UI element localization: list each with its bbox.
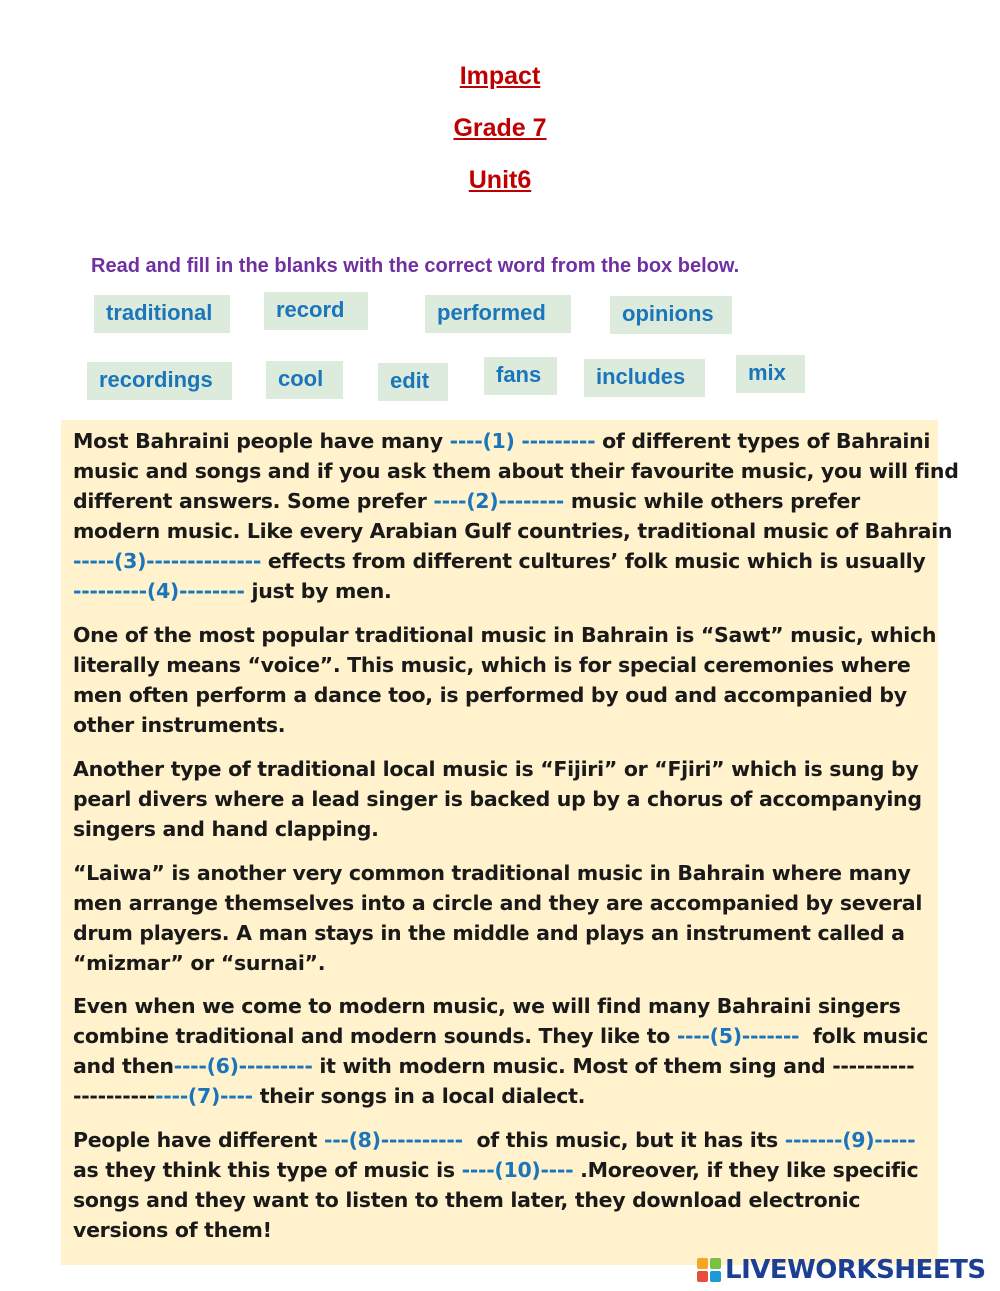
text-line: songs and they want to listen to them later, they download electronic <box>73 1188 861 1212</box>
text-line: and then----(6)--------- it with modern music. Most of them sing and ---------- <box>73 1054 915 1078</box>
text-line: modern music. Like every Arabian Gulf countries, traditional music of Bahrain <box>73 519 953 543</box>
word-chip-includes[interactable]: includes <box>584 359 705 397</box>
paragraph-1 <box>73 426 959 606</box>
text-line: literally means “voice”. This music, which is for special ceremonies where <box>73 653 911 677</box>
text-line: Even when we come to modern music, we will find many Bahraini singers <box>73 994 901 1018</box>
unit-label: Unit6 <box>468 166 532 194</box>
word-chip-mix[interactable]: mix <box>736 355 805 393</box>
word-chip-edit[interactable]: edit <box>378 363 448 401</box>
text-line: ---------(4)-------- just by men. <box>73 579 392 603</box>
logo-text: LIVEWORKSHEETS <box>725 1255 986 1285</box>
blank-4[interactable]: ---------(4)-------- <box>73 579 245 603</box>
word-chip-traditional[interactable]: traditional <box>94 295 230 333</box>
text-line: men arrange themselves into a circle and they are accompanied by several <box>73 891 923 915</box>
word-chip-performed[interactable]: performed <box>425 295 571 333</box>
blank-1[interactable]: ----(1) --------- <box>449 429 596 453</box>
word-chip-cool[interactable]: cool <box>266 361 343 399</box>
text-line: People have different ---(8)---------- of this music, but it has its -------(9)----- <box>73 1128 916 1152</box>
word-chip-recordings[interactable]: recordings <box>87 362 232 400</box>
blank-9[interactable]: -------(9)----- <box>784 1128 916 1152</box>
text-line: Most Bahraini people have many ----(1) --------- of different types of Bahraini <box>73 429 931 453</box>
word-chip-record[interactable]: record <box>264 292 368 330</box>
blank-8[interactable]: ---(8)---------- <box>323 1128 463 1152</box>
blank-3[interactable]: -----(3)-------------- <box>73 549 262 573</box>
paragraph-3 <box>73 754 938 844</box>
text-line: versions of them! <box>73 1218 272 1242</box>
doc-title: Impact <box>459 62 541 90</box>
text-line: --------------(7)---- their songs in a local dialect. <box>73 1084 586 1108</box>
blank-5[interactable]: ----(5)------- <box>676 1024 800 1048</box>
text-line: other instruments. <box>73 713 286 737</box>
instruction-text: Read and fill in the blanks with the correct word from the box below. <box>91 255 740 277</box>
word-chip-fans[interactable]: fans <box>484 357 557 395</box>
blank-6[interactable]: ----(6)--------- <box>173 1054 313 1078</box>
text-line: drum players. A man stays in the middle and plays an instrument called a <box>73 921 905 945</box>
paragraph-6 <box>73 1125 938 1245</box>
text-line: singers and hand clapping. <box>73 817 379 841</box>
paragraph-2 <box>73 620 938 740</box>
text-line: -----(3)-------------- effects from different cultures’ folk music which is usually <box>73 549 926 573</box>
text-line: “mizmar” or “surnai”. <box>73 951 326 975</box>
blank-7[interactable]: ----(7)---- <box>155 1084 253 1108</box>
paragraph-5 <box>73 991 938 1111</box>
text-line: music and songs and if you ask them about their favourite music, you will find <box>73 459 959 483</box>
paragraph-4 <box>73 858 938 978</box>
word-chip-opinions[interactable]: opinions <box>610 296 732 334</box>
liveworksheets-logo-icon <box>697 1258 721 1282</box>
text-line: Another type of traditional local music is “Fijiri” or “Fjiri” which is sung by <box>73 757 919 781</box>
text-line: as they think this type of music is ----(10)---- .Moreover, if they like specific <box>73 1158 919 1182</box>
liveworksheets-logo[interactable] <box>697 1255 986 1285</box>
text-line: men often perform a dance too, is performed by oud and accompanied by <box>73 683 907 707</box>
text-line: pearl divers where a lead singer is backed up by a chorus of accompanying <box>73 787 922 811</box>
text-line: different answers. Some prefer ----(2)-------- music while others prefer <box>73 489 860 513</box>
blank-2[interactable]: ----(2)-------- <box>433 489 565 513</box>
text-line: combine traditional and modern sounds. They like to ----(5)------- folk music <box>73 1024 929 1048</box>
text-line: “Laiwa” is another very common traditional music in Bahrain where many <box>73 861 911 885</box>
blank-10[interactable]: ----(10)---- <box>461 1158 574 1182</box>
grade-label: Grade 7 <box>453 114 547 142</box>
text-line: One of the most popular traditional music in Bahrain is “Sawt” music, which <box>73 623 937 647</box>
